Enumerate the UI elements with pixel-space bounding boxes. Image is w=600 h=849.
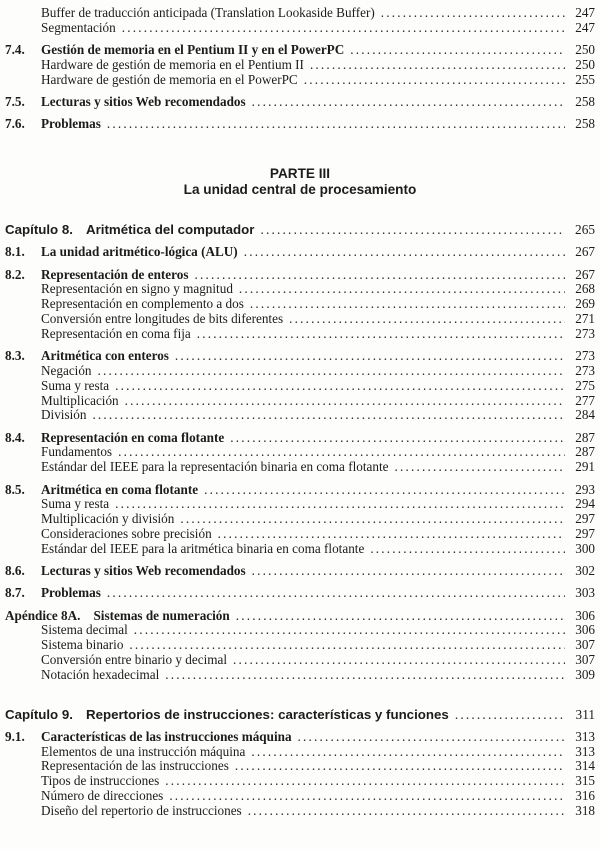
entry-title: Representación en signo y magnitud bbox=[41, 281, 233, 297]
page-number: 273 bbox=[575, 348, 595, 364]
page-number: 294 bbox=[575, 496, 595, 512]
section-number: 8.3. bbox=[5, 348, 25, 364]
dot-leader bbox=[159, 774, 565, 789]
entry-title: Estándar del IEEE para la aritmética binaria en coma flotante bbox=[41, 540, 365, 556]
dot-leader bbox=[101, 586, 565, 601]
toc-row bbox=[5, 730, 595, 745]
toc-row bbox=[5, 789, 595, 804]
page-number: 267 bbox=[575, 266, 595, 282]
dot-leader bbox=[283, 312, 565, 327]
toc-row bbox=[5, 460, 595, 475]
toc-row bbox=[5, 586, 595, 601]
dot-leader bbox=[254, 223, 565, 238]
page-number: 258 bbox=[575, 116, 595, 132]
entry-title: Hardware de gestión de memoria en el PowerPC bbox=[41, 71, 298, 87]
dot-leader bbox=[229, 759, 565, 774]
entry-title: Elementos de una instrucción máquina bbox=[41, 743, 246, 759]
entry-title: Aritmética en coma flotante bbox=[41, 481, 199, 497]
toc-row bbox=[5, 327, 595, 342]
dot-leader bbox=[92, 364, 565, 379]
section-number: 8.2. bbox=[5, 266, 25, 282]
dot-leader bbox=[109, 379, 565, 394]
toc-row bbox=[5, 21, 595, 36]
toc-row bbox=[5, 268, 595, 283]
page-number: 302 bbox=[575, 563, 595, 579]
toc-row bbox=[5, 312, 595, 327]
dot-leader bbox=[128, 623, 565, 638]
toc-row bbox=[5, 223, 595, 238]
section-number: 8.1. bbox=[5, 244, 25, 260]
page-number: 273 bbox=[575, 362, 595, 378]
entry-title: Lecturas y sitios Web recomendados bbox=[41, 563, 246, 579]
entry-title: Multiplicación y división bbox=[41, 511, 175, 527]
entry-title: Representación de enteros bbox=[41, 266, 189, 282]
toc-row bbox=[5, 653, 595, 668]
page-number: 247 bbox=[575, 5, 595, 20]
dot-leader bbox=[449, 708, 565, 723]
page-number: 255 bbox=[575, 71, 595, 87]
toc-row bbox=[5, 609, 595, 624]
toc-row bbox=[5, 638, 595, 653]
toc-row bbox=[5, 542, 595, 557]
page-number: 316 bbox=[575, 788, 595, 804]
toc-row bbox=[5, 708, 595, 723]
toc-row bbox=[5, 245, 595, 260]
section-number: 7.5. bbox=[5, 93, 25, 109]
entry-title: Representación en coma flotante bbox=[41, 429, 225, 445]
dot-leader bbox=[191, 327, 565, 342]
toc-row bbox=[5, 58, 595, 73]
page-number: 277 bbox=[575, 392, 595, 408]
toc-row bbox=[5, 73, 595, 88]
dot-leader bbox=[292, 730, 565, 745]
page-number: 247 bbox=[575, 19, 595, 35]
dot-leader bbox=[101, 117, 565, 132]
page-number: 269 bbox=[575, 296, 595, 312]
page-number: 318 bbox=[575, 802, 595, 818]
toc-row bbox=[5, 445, 595, 460]
dot-leader bbox=[238, 245, 565, 260]
page-number: 291 bbox=[575, 459, 595, 475]
dot-leader bbox=[244, 297, 565, 312]
section-number: 8.5. bbox=[5, 481, 25, 497]
part-title: La unidad central de procesamiento bbox=[183, 182, 417, 198]
entry-title: Diseño del repertorio de instrucciones bbox=[41, 802, 242, 818]
toc-row bbox=[5, 117, 595, 132]
toc-row bbox=[5, 759, 595, 774]
dot-leader bbox=[174, 512, 565, 527]
toc-row bbox=[5, 95, 595, 110]
entry-title: Aritmética con enteros bbox=[41, 348, 169, 364]
entry-title: Estándar del IEEE para la representación binaria en coma flotante bbox=[41, 459, 389, 475]
dot-leader bbox=[169, 349, 565, 364]
toc-row bbox=[5, 364, 595, 379]
entry-title: Lecturas y sitios Web recomendados bbox=[41, 93, 246, 109]
page-number: 307 bbox=[575, 637, 595, 653]
section-number: 8.6. bbox=[5, 563, 25, 579]
toc-row bbox=[5, 408, 595, 423]
entry-title: Sistemas de numeración bbox=[93, 607, 230, 623]
section-number: 8.7. bbox=[5, 585, 25, 601]
entry-title: Conversión entre binario y decimal bbox=[41, 652, 228, 667]
toc-row bbox=[5, 804, 595, 819]
entry-title: Notación hexadecimal bbox=[41, 666, 160, 682]
entry-title: Representación en complemento a dos bbox=[41, 296, 244, 312]
dot-leader bbox=[245, 745, 565, 760]
toc-row bbox=[5, 512, 595, 527]
part-heading bbox=[5, 166, 595, 198]
toc-row bbox=[5, 394, 595, 409]
entry-title: Número de direcciones bbox=[41, 788, 164, 804]
entry-title: Consideraciones sobre precisión bbox=[41, 525, 212, 541]
page-number: 268 bbox=[575, 281, 595, 297]
toc-row bbox=[5, 282, 595, 297]
dot-leader bbox=[123, 638, 565, 653]
dot-leader bbox=[227, 653, 565, 668]
dot-leader bbox=[188, 268, 565, 283]
entry-title: Segmentación bbox=[41, 19, 116, 35]
dot-leader bbox=[246, 564, 565, 579]
page-number: 300 bbox=[575, 540, 595, 556]
page-number: 287 bbox=[575, 429, 595, 445]
toc-row bbox=[5, 668, 595, 683]
page-number: 258 bbox=[575, 93, 595, 109]
dot-leader bbox=[388, 460, 565, 475]
page-number: 284 bbox=[575, 407, 595, 423]
entry-title: Fundamentos bbox=[41, 444, 113, 460]
toc-row bbox=[5, 431, 595, 446]
entry-title: Gestión de memoria en el Pentium II y en el PowerPC bbox=[41, 42, 345, 58]
entry-title: Sistema decimal bbox=[41, 622, 128, 638]
page-number: 265 bbox=[575, 222, 595, 238]
page-number: 314 bbox=[575, 758, 595, 774]
toc-row bbox=[5, 349, 595, 364]
toc-row bbox=[5, 564, 595, 579]
dot-leader bbox=[344, 43, 565, 58]
section-number: 7.4. bbox=[5, 42, 25, 58]
section-number: Apéndice 8A. bbox=[5, 607, 81, 623]
dot-leader bbox=[109, 497, 565, 512]
page-number: 271 bbox=[575, 311, 595, 327]
page-number: 293 bbox=[575, 481, 595, 497]
page-number: 287 bbox=[575, 444, 595, 460]
page-number: 306 bbox=[575, 622, 595, 638]
entry-title: Conversión entre longitudes de bits diferentes bbox=[41, 311, 284, 327]
entry-title: Hardware de gestión de memoria en el Pentium II bbox=[41, 56, 304, 72]
dot-leader bbox=[86, 408, 565, 423]
toc-row bbox=[5, 6, 595, 21]
toc-row bbox=[5, 497, 595, 512]
dot-leader bbox=[304, 58, 565, 73]
dot-leader bbox=[224, 431, 565, 446]
page-number: 250 bbox=[575, 56, 595, 72]
entry-title: Suma y resta bbox=[41, 377, 110, 393]
dot-leader bbox=[364, 542, 565, 557]
section-number: Capítulo 8. bbox=[5, 222, 73, 238]
entry-title: Repertorios de instrucciones: características y funciones bbox=[85, 706, 449, 722]
entry-title: Buffer de traducción anticipada (Translation Lookaside Buffer) bbox=[41, 5, 375, 20]
dot-leader bbox=[233, 282, 565, 297]
dot-leader bbox=[119, 394, 565, 409]
page-number: 313 bbox=[575, 743, 595, 759]
section-number: 8.4. bbox=[5, 429, 25, 445]
toc-row bbox=[5, 43, 595, 58]
entry-title: Sistema binario bbox=[41, 637, 124, 653]
page-number: 275 bbox=[575, 377, 595, 393]
entry-title: Aritmética del computador bbox=[85, 222, 255, 238]
dot-leader bbox=[212, 527, 565, 542]
toc-row bbox=[5, 297, 595, 312]
toc-row bbox=[5, 745, 595, 760]
entry-title: Problemas bbox=[41, 585, 101, 601]
page-number: 297 bbox=[575, 511, 595, 527]
dot-leader bbox=[163, 789, 565, 804]
entry-title: Negación bbox=[41, 362, 92, 378]
dot-leader bbox=[112, 445, 565, 460]
page-number: 267 bbox=[575, 244, 595, 260]
entry-title: Características de las instrucciones máquina bbox=[41, 728, 292, 744]
entry-title: Problemas bbox=[41, 116, 101, 132]
toc-row bbox=[5, 774, 595, 789]
page-number: 306 bbox=[575, 607, 595, 623]
toc-row bbox=[5, 623, 595, 638]
entry-title: División bbox=[41, 407, 87, 423]
entry-title: Suma y resta bbox=[41, 496, 110, 512]
part-kicker: PARTE III bbox=[269, 166, 331, 182]
dot-leader bbox=[246, 95, 565, 110]
dot-leader bbox=[198, 483, 565, 498]
page-number: 313 bbox=[575, 728, 595, 744]
entry-title: Representación de las instrucciones bbox=[41, 758, 229, 774]
page-number: 315 bbox=[575, 773, 595, 789]
toc-row bbox=[5, 379, 595, 394]
entry-title: Representación en coma fija bbox=[41, 325, 191, 341]
toc-row bbox=[5, 483, 595, 498]
section-number: Capítulo 9. bbox=[5, 706, 73, 722]
dot-leader bbox=[375, 6, 565, 21]
entry-title: La unidad aritmético-lógica (ALU) bbox=[41, 244, 238, 260]
entry-title: Multiplicación bbox=[41, 392, 119, 408]
page-number: 309 bbox=[575, 666, 595, 682]
page-number: 303 bbox=[575, 585, 595, 601]
section-number: 9.1. bbox=[5, 728, 25, 744]
dot-leader bbox=[230, 609, 565, 624]
toc-row bbox=[5, 527, 595, 542]
page-number: 297 bbox=[575, 525, 595, 541]
page-number: 307 bbox=[575, 652, 595, 667]
dot-leader bbox=[159, 668, 565, 683]
entry-title: Tipos de instrucciones bbox=[41, 773, 160, 789]
section-number: 7.6. bbox=[5, 116, 25, 132]
dot-leader bbox=[116, 21, 565, 36]
page-number: 311 bbox=[575, 706, 595, 722]
page-number: 250 bbox=[575, 42, 595, 58]
dot-leader bbox=[298, 73, 565, 88]
dot-leader bbox=[242, 804, 565, 819]
page-number: 273 bbox=[575, 325, 595, 341]
